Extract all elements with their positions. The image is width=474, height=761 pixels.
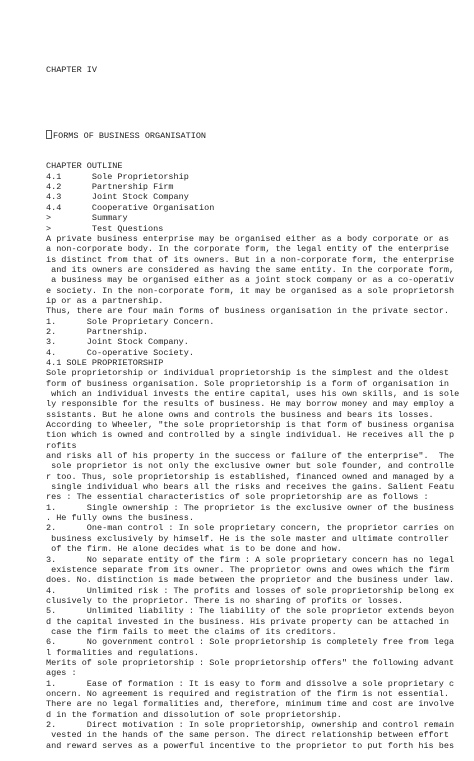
text-line: business exclusively by himself. He is the sole master and ultimate controller (46, 533, 449, 544)
text-line: existence separate from its owner. The proprietor owns and owes which the firm (46, 564, 449, 575)
text-line: CHAPTER OUTLINE (46, 161, 123, 172)
text-line: sole proprietor is not only the exclusive owner but sole founder, and controlle (46, 461, 455, 472)
document-page (46, 44, 470, 761)
section-title: FORMS OF BUSINESS ORGANISATION (53, 131, 207, 142)
text-line: 4.3 Joint Stock Company (46, 192, 189, 203)
text-line: Sole proprietorship or individual proprietorship is the simplest and the oldest (46, 368, 449, 379)
text-line: 4. Unlimited risk : The profits and losses of sole proprietorship belong ex (46, 585, 455, 596)
text-line: ip or as a partnership. (46, 295, 164, 306)
text-line: which an individual invests the entire capital, uses his own skills, and is sole (46, 389, 460, 399)
text-line: > Test Questions (46, 223, 164, 234)
blank-gap (46, 96, 470, 110)
text-line: According to Wheeler, "the sole proprietorship is that form of business organisa (46, 420, 455, 431)
text-line: 2. Direct motivation : In sole proprietorship, ownership and control remain (46, 720, 455, 730)
text-line: single individual who bears all the risks and receives the gains. Salient Featu (46, 482, 455, 493)
text-line: d the capital invested in the business. His private property can be attached in (46, 616, 449, 627)
text-line: 4.4 Cooperative Organisation (46, 202, 215, 213)
text-line: e society. In the non-corporate form, it may be organised as a sole proprietorsh (46, 285, 455, 296)
text-line: 1. Single ownership : The proprietor is the exclusive owner of the business (46, 502, 455, 513)
text-line: 5. Unlimited liability : The liability of the sole proprietor extends beyon (46, 606, 455, 617)
text-line: and risks all of his property in the success or failure of the enterprise". The (46, 451, 455, 462)
text-line: and reward serves as a powerful incentive to the proprietor to put forth his bes (46, 740, 455, 751)
text-line: 4. Co-operative Society. (46, 347, 194, 358)
text-line: A private business enterprise may be organised either as a body corporate or as (46, 233, 449, 244)
text-line: 1. Ease of formation : It is easy to form and dissolve a sole proprietary c (46, 678, 455, 689)
section-title-line (46, 130, 470, 140)
text-line: r too. Thus, sole proprietorship is established, financed owned and managed by a (46, 471, 455, 482)
text-line: 4.1 SOLE PROPRIETORSHIP (46, 357, 164, 368)
text-line: a non-corporate body. In the corporate form, the legal entity of the enterprise (46, 244, 449, 255)
text-line: ssistants. But he alone owns and controls the business and bears its losses. (46, 409, 434, 420)
text-line: Thus, there are four main forms of business organisation in the private sector. (46, 306, 449, 317)
text-line: 3. Joint Stock Company. (46, 337, 189, 348)
text-line: 6. No government control : Sole proprietorship is completely free from lega (46, 637, 455, 648)
text-line: is distinct from that of its owners. But in a non-corporate form, the enterprise (46, 254, 455, 265)
text-line: ages : (46, 668, 77, 679)
text-line: vested in the hands of the same person. The direct relationship between effort (46, 730, 449, 741)
text-line: 4.2 Partnership Firm (46, 182, 174, 193)
missing-glyph-icon (46, 130, 52, 139)
text-line: There are no legal formalities and, therefore, minimum time and cost are involve (46, 699, 455, 710)
text-line: 1. Sole Proprietary Concern. (46, 316, 215, 327)
document-body (46, 161, 470, 751)
text-line: 3. No separate entity of the firm : A sole proprietary concern has no legal (46, 554, 455, 565)
text-line: 2. One-man control : In sole proprietary concern, the proprietor carries on (46, 523, 455, 534)
text-line: ly responsible for the results of business. He may borrow money and may employ a (46, 399, 455, 410)
text-line: case the firm fails to meet the claims of its creditors. (46, 626, 337, 637)
text-line: and its owners are considered as having the same entity. In the corporate form, (46, 264, 455, 275)
text-line: does. No. distinction is made between the proprietor and the business under law. (46, 575, 455, 586)
text-line: a business may be organised either as a joint stock company or as a co-operativ (46, 275, 455, 286)
text-line: tion which is owned and controlled by a single individual. He receives all the p (46, 430, 455, 441)
text-line: res : The essential characteristics of sole proprietorship are as follows : (46, 492, 429, 503)
text-line: of the firm. He alone decides what is to be done and how. (46, 544, 342, 555)
text-line: d in the formation and dissolution of sole proprietorship. (46, 709, 342, 720)
text-line: clusively to the proprietor. There is no sharing of profits or losses. (46, 595, 404, 606)
text-line: form of business organisation. Sole proprietorship is a form of organisation in (46, 378, 449, 389)
text-line: l formalities and regulations. (46, 647, 200, 658)
text-line: . He fully owns the business. (46, 513, 194, 524)
chapter-heading: CHAPTER IV (46, 64, 98, 75)
text-line: Merits of sole proprietorship : Sole proprietorship offers" the following advant (46, 657, 455, 668)
text-line: 2. Partnership. (46, 326, 149, 337)
text-line: > Summary (46, 213, 128, 224)
text-line: oncern. No agreement is required and registration of the firm is not essential. (46, 688, 449, 699)
text-line: 4.1 Sole Proprietorship (46, 171, 189, 182)
text-line: rofits (46, 440, 77, 451)
